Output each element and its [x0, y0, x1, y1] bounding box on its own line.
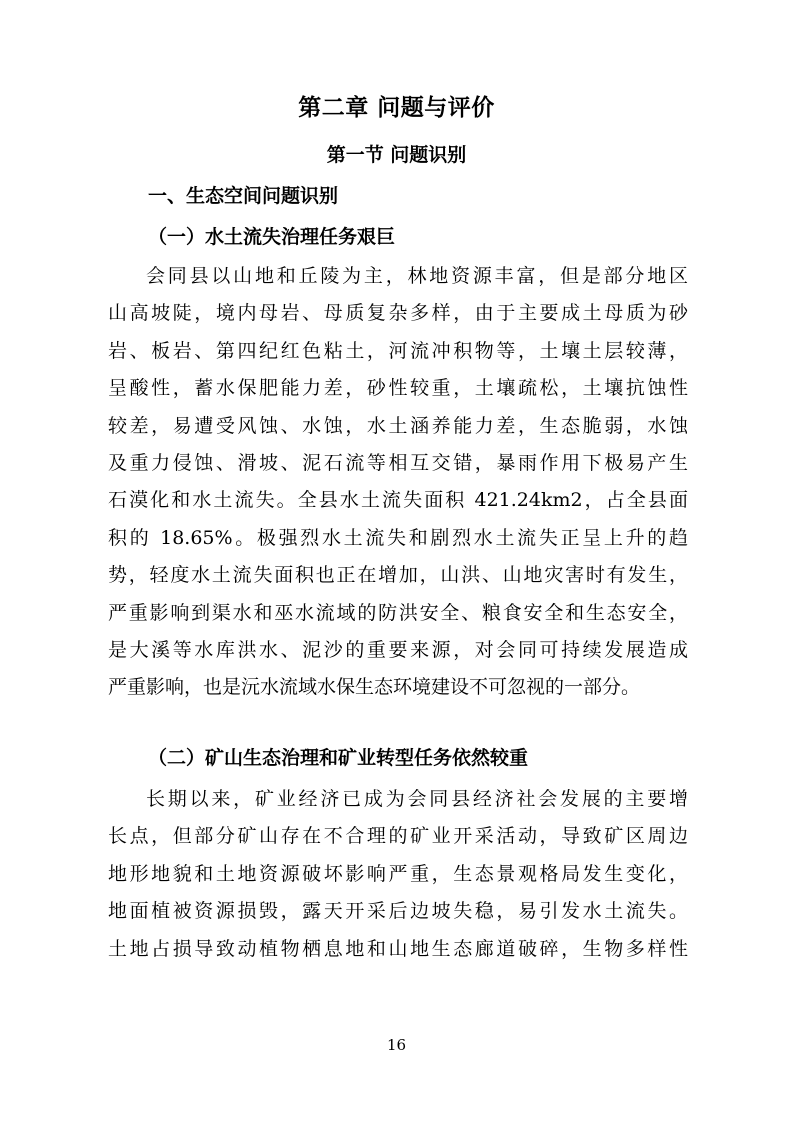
paragraph-line: 较差，易遭受风蚀、水蚀，水土涵养能力差，生态脆弱，水蚀: [108, 414, 688, 437]
paragraph-line: 地面植被资源损毁，露天开采后边坡失稳，易引发水土流失。: [108, 900, 688, 923]
paragraph-mining: [108, 781, 688, 968]
paragraph-line: 山高坡陡，境内母岩、母质复杂多样，由于主要成土母质为砂: [108, 302, 688, 325]
heading-level-1: 一、生态空间问题识别: [148, 185, 339, 207]
paragraph-soil-erosion: [108, 258, 688, 707]
paragraph-line: 严重影响到渠水和巫水流域的防洪安全、粮食安全和生态安全，: [108, 601, 688, 624]
paragraph-line: 石漠化和水土流失。全县水土流失面积 421.24km2，占全县面: [108, 489, 688, 512]
paragraph-line: 会同县以山地和丘陵为主，林地资源丰富，但是部分地区: [146, 265, 688, 287]
paragraph-line: 积的 18.65%。极强烈水土流失和剧烈水土流失正呈上升的趋: [108, 526, 688, 549]
paragraph-line: 地形地貌和土地资源破坏影响严重，生态景观格局发生变化，: [108, 862, 688, 885]
paragraph-line: 呈酸性，蓄水保肥能力差，砂性较重，土壤疏松，土壤抗蚀性: [108, 377, 688, 400]
paragraph-line: 岩、板岩、第四纪红色粘土，河流冲积物等，土壤土层较薄，: [108, 339, 688, 362]
paragraph-line: 势，轻度水土流失面积也正在增加，山洪、山地灾害时有发生，: [108, 564, 688, 587]
paragraph-line: 土地占损导致动植物栖息地和山地生态廊道破碎，生物多样性: [108, 937, 688, 960]
paragraph-line: 长点，但部分矿山存在不合理的矿业开采活动，导致矿区周边: [108, 825, 688, 848]
subsection-2-heading: （二）矿山生态治理和矿业转型任务依然较重: [148, 747, 529, 769]
paragraph-line: 严重影响，也是沅水流域水保生态环境建设不可忽视的一部分。: [108, 676, 641, 699]
subsection-1-heading: （一）水土流失治理任务艰巨: [148, 226, 396, 248]
section-title: 第一节 问题识别: [326, 144, 467, 166]
paragraph-line: 长期以来，矿业经济已成为会同县经济社会发展的主要增: [146, 788, 688, 810]
paragraph-line: 是大溪等水库洪水、泥沙的重要来源，对会同可持续发展造成: [108, 638, 688, 661]
page-number: 16: [386, 1036, 407, 1054]
chapter-title: 第二章 问题与评价: [298, 95, 495, 121]
paragraph-line: 及重力侵蚀、滑坡、泥石流等相互交错，暴雨作用下极易产生: [108, 451, 688, 474]
